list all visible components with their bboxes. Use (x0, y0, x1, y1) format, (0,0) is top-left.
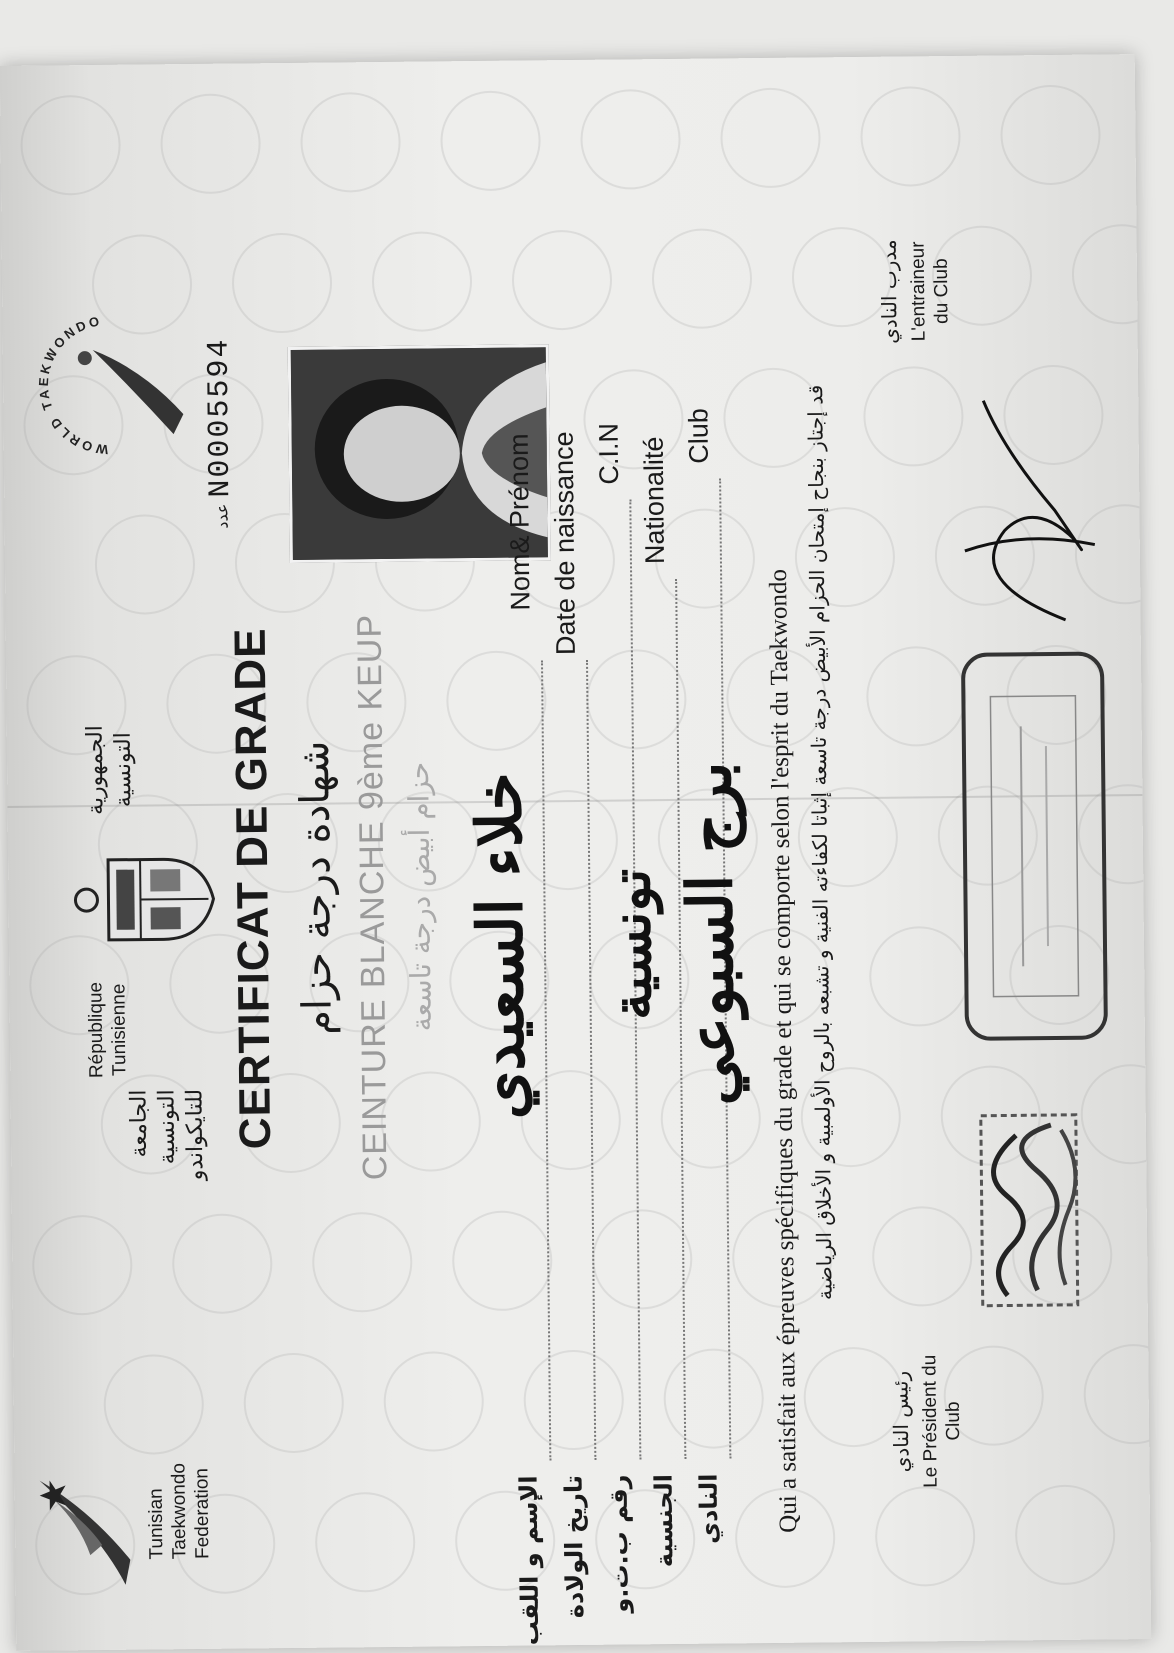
serial-value: N0005594 (202, 337, 239, 498)
stamp-impression-icon (965, 655, 1104, 1036)
field-label-ar: الإسم و اللقب (514, 1475, 545, 1646)
certificate-paper (0, 54, 1151, 1651)
coach-label-fr: L'entraineur du Club (907, 241, 953, 342)
field-value-club: برج السبوعي (672, 761, 749, 1106)
coach-signature-icon (943, 379, 1106, 641)
statement-fr: Qui a satisfait aux épreuves spécifiques du grade et qui se comporte selon l'esprit du Taekwondo (765, 568, 803, 1533)
coach-label-ar: مدرب النادي (876, 239, 902, 345)
field-label-ar: النادي (694, 1473, 724, 1545)
svg-text:WORLD TAEKWONDO: WORLD TAEKWONDO (35, 312, 110, 458)
republic-name-ar: الجمهورية التونسية (82, 725, 137, 816)
serial-prefix: عدد (211, 503, 232, 529)
field-dotted-line (541, 660, 551, 1460)
world-taekwondo-logo-icon (22, 299, 194, 471)
republic-name-fr: République Tunisienne (85, 981, 131, 1079)
president-label-ar: رئيس النادي (888, 1370, 914, 1473)
field-label-ar: تاريخ الولادة (559, 1474, 590, 1619)
field-dotted-line (586, 660, 596, 1460)
field-label-ar: الجنسية (649, 1473, 679, 1568)
field-label-fr: C.I.N (593, 422, 625, 485)
federation-name-en: Tunisian Taekwondo Federation (145, 1462, 214, 1560)
president-label-fr: Le Président du Club (919, 1354, 965, 1488)
field-label-ar: رقم ب.ت.و (604, 1474, 634, 1613)
serial-number (203, 337, 239, 528)
certificate-title-ar: شهادة درجة حزام (291, 740, 341, 1036)
federation-logo-icon (29, 1465, 140, 1596)
field-label-fr: Club (683, 408, 714, 464)
statement-ar: قد إجتاز بنجاح إمتحان الحزام الأبيض درجة تاسعة إثباتا لكفاءته الفنية و تشبعه بالروح الأولمبية و الأخلاق الرياضية (803, 384, 837, 1301)
field-value-name: خلاء السعيدي (462, 771, 539, 1120)
belt-grade-fr: CEINTURE BLANCHE 9ème KEUP (350, 613, 395, 1181)
field-label-fr: Nom& Prénom (503, 433, 536, 611)
field-label-fr: Nationalité (638, 436, 670, 565)
certificate-title-fr: CERTIFICAT DE GRADE (225, 627, 281, 1150)
certificate-content (0, 54, 1151, 1651)
federation-name-ar: الجامعة التونسية للتايكواندو (126, 1088, 209, 1181)
field-value-nationality: تونسية (598, 868, 664, 1021)
belt-grade-ar: حزام أبيض درجة تاسعة (402, 761, 438, 1032)
president-stamp-icon (976, 1110, 1088, 1311)
field-label-fr: Date de naissance (548, 431, 581, 656)
club-stamp (961, 651, 1108, 1040)
coat-of-arms-icon (68, 839, 219, 961)
